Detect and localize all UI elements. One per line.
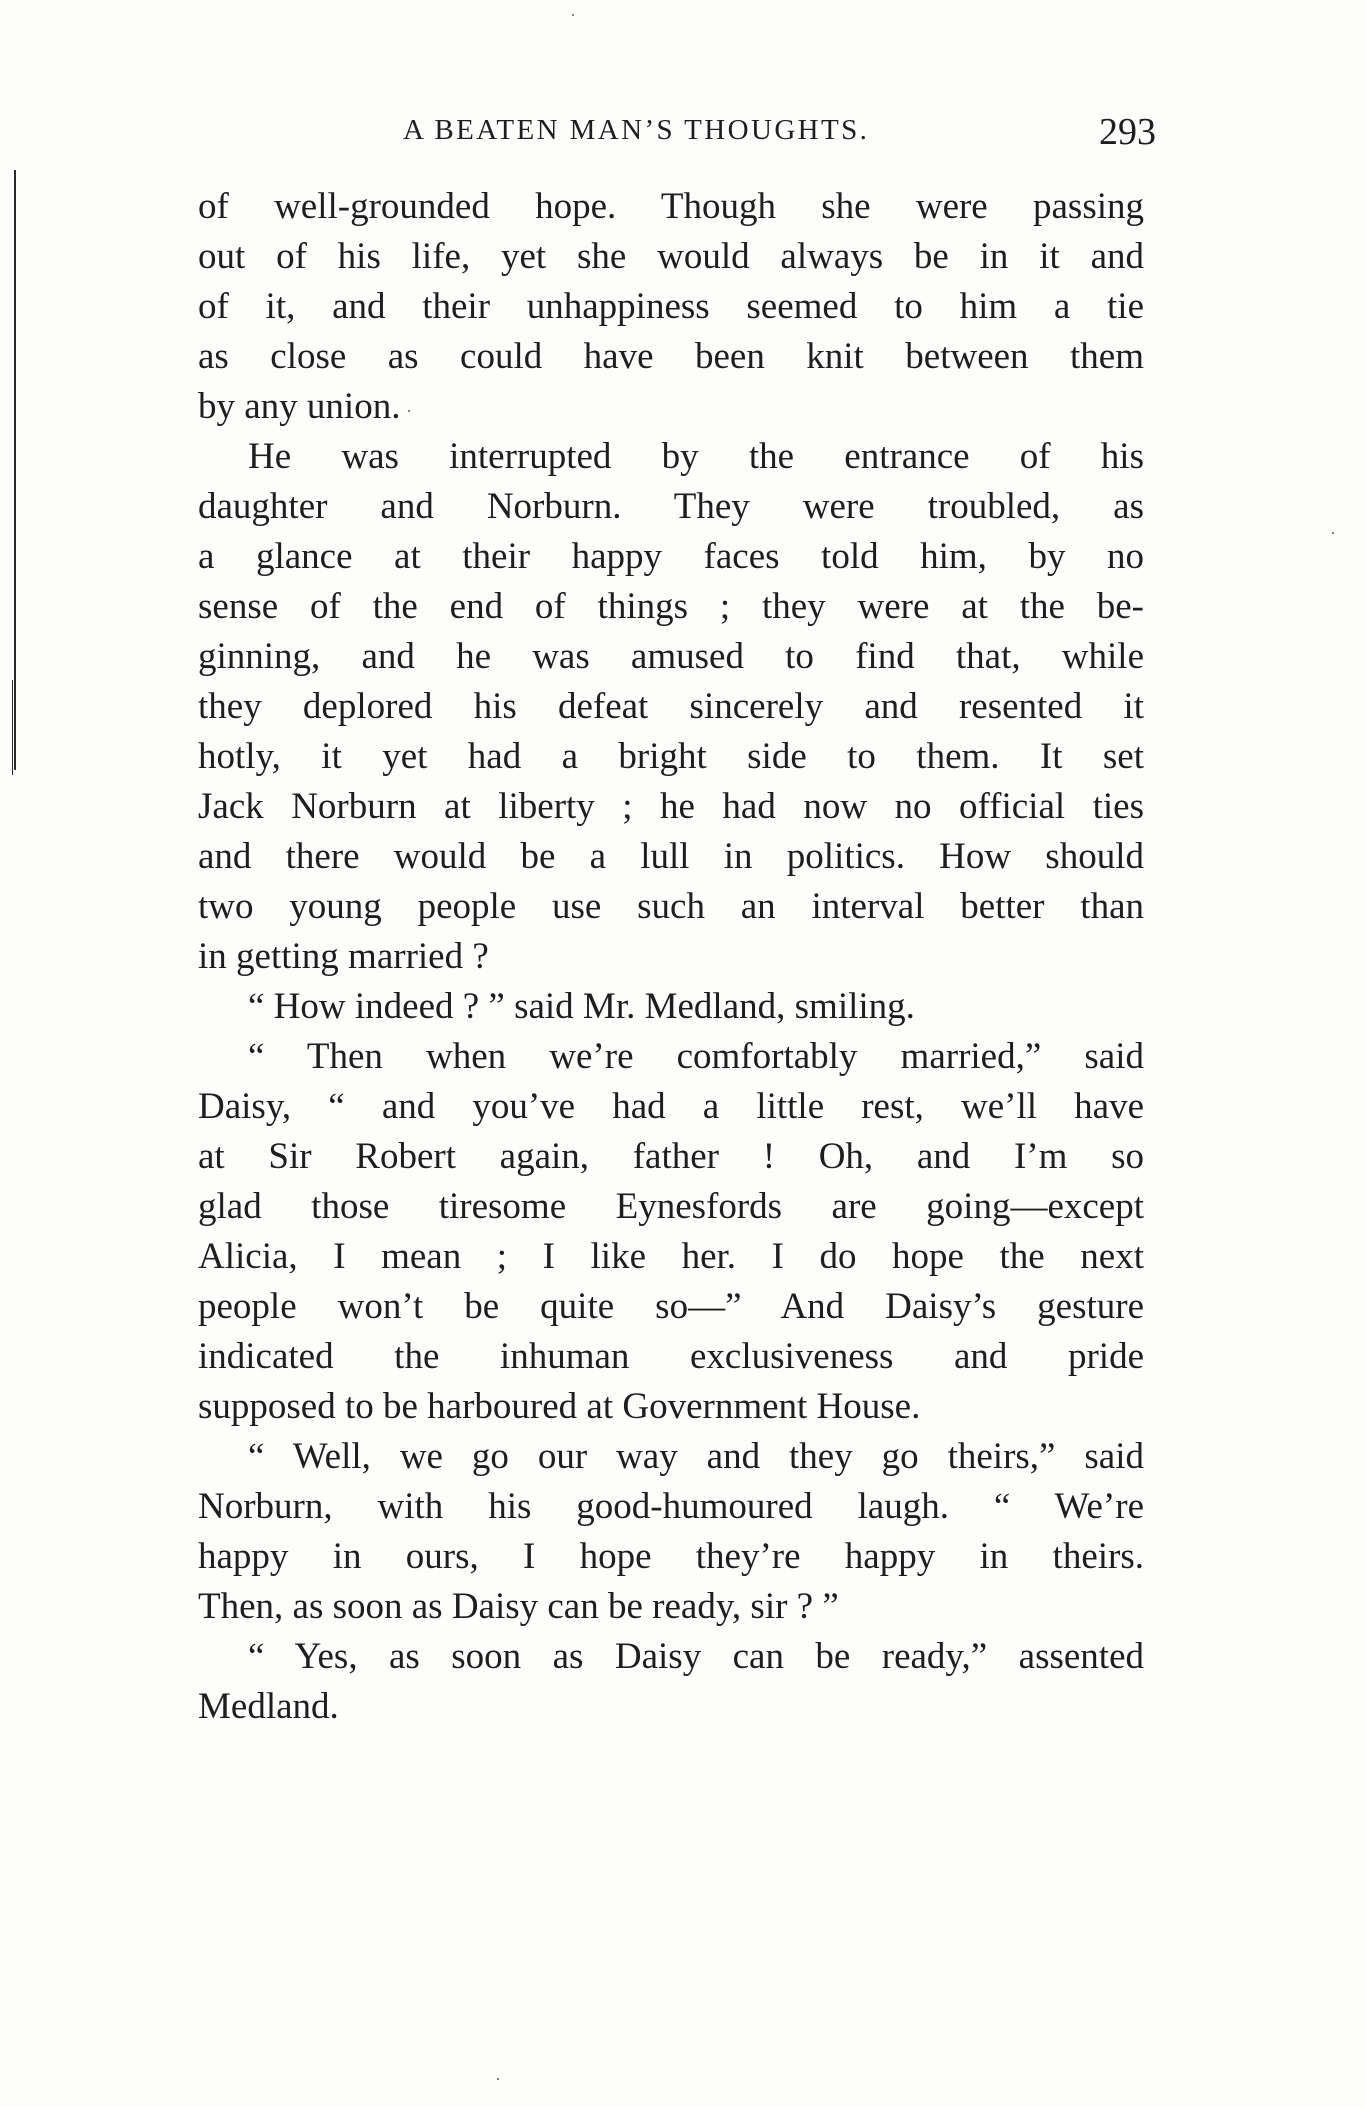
text-line: happy in ours, I hope they’re happy in theirs. [198, 1536, 1144, 1577]
text-line: by any union. [198, 386, 401, 427]
text-line: daughter and Norburn. They were troubled, as [198, 486, 1144, 527]
text-line: supposed to be harboured at Government House. [198, 1386, 921, 1427]
text-line: in getting married ? [198, 936, 489, 977]
page-number: 293 [1099, 111, 1156, 153]
text-line: of well-grounded hope. Though she were passing [198, 186, 1144, 227]
text-line: “ How indeed ? ” said Mr. Medland, smiling. [248, 986, 915, 1027]
text-line: Medland. [198, 1686, 339, 1727]
text-line: ginning, and he was amused to find that, while [198, 636, 1144, 677]
text-line: Alicia, I mean ; I like her. I do hope the next [198, 1236, 1144, 1277]
text-line: Daisy, “ and you’ve had a little rest, we’ll have [198, 1086, 1144, 1127]
text-line: indicated the inhuman exclusiveness and pride [198, 1336, 1144, 1377]
scan-speck [1332, 532, 1334, 534]
text-line: they deplored his defeat sincerely and resented it [198, 686, 1144, 727]
text-line: and there would be a lull in politics. How should [198, 836, 1144, 877]
text-line: people won’t be quite so—” And Daisy’s gesture [198, 1286, 1144, 1327]
text-line: He was interrupted by the entrance of his [248, 436, 1144, 477]
text-line: Jack Norburn at liberty ; he had now no official ties [198, 786, 1144, 827]
text-line: as close as could have been knit between them [198, 336, 1144, 377]
text-line: Norburn, with his good-humoured laugh. “ We’re [198, 1486, 1144, 1527]
scan-margin-line [12, 680, 13, 775]
text-line: glad those tiresome Eynesfords are going—except [198, 1186, 1144, 1227]
text-line: hotly, it yet had a bright side to them. It set [198, 736, 1144, 777]
text-line: out of his life, yet she would always be in it and [198, 236, 1144, 277]
text-line: “ Yes, as soon as Daisy can be ready,” assented [248, 1636, 1144, 1677]
text-line: “ Well, we go our way and they go theirs,” said [248, 1436, 1144, 1477]
text-line: “ Then when we’re comfortably married,” said [248, 1036, 1144, 1077]
scan-speck [497, 2078, 499, 2080]
text-line: Then, as soon as Daisy can be ready, sir ? ” [198, 1586, 839, 1627]
scan-margin-line [14, 170, 16, 770]
text-line: of it, and their unhappiness seemed to him a tie [198, 286, 1144, 327]
running-title: A BEATEN MAN’S THOUGHTS. [403, 114, 870, 146]
body-text [198, 182, 1144, 1732]
text-line: a glance at their happy faces told him, by no [198, 536, 1144, 577]
scan-speck [572, 14, 574, 16]
running-head [200, 111, 1156, 162]
text-line: at Sir Robert again, father ! Oh, and I’m so [198, 1136, 1144, 1177]
text-line: two young people use such an interval better than [198, 886, 1144, 927]
text-line: sense of the end of things ; they were at the be- [198, 586, 1144, 627]
